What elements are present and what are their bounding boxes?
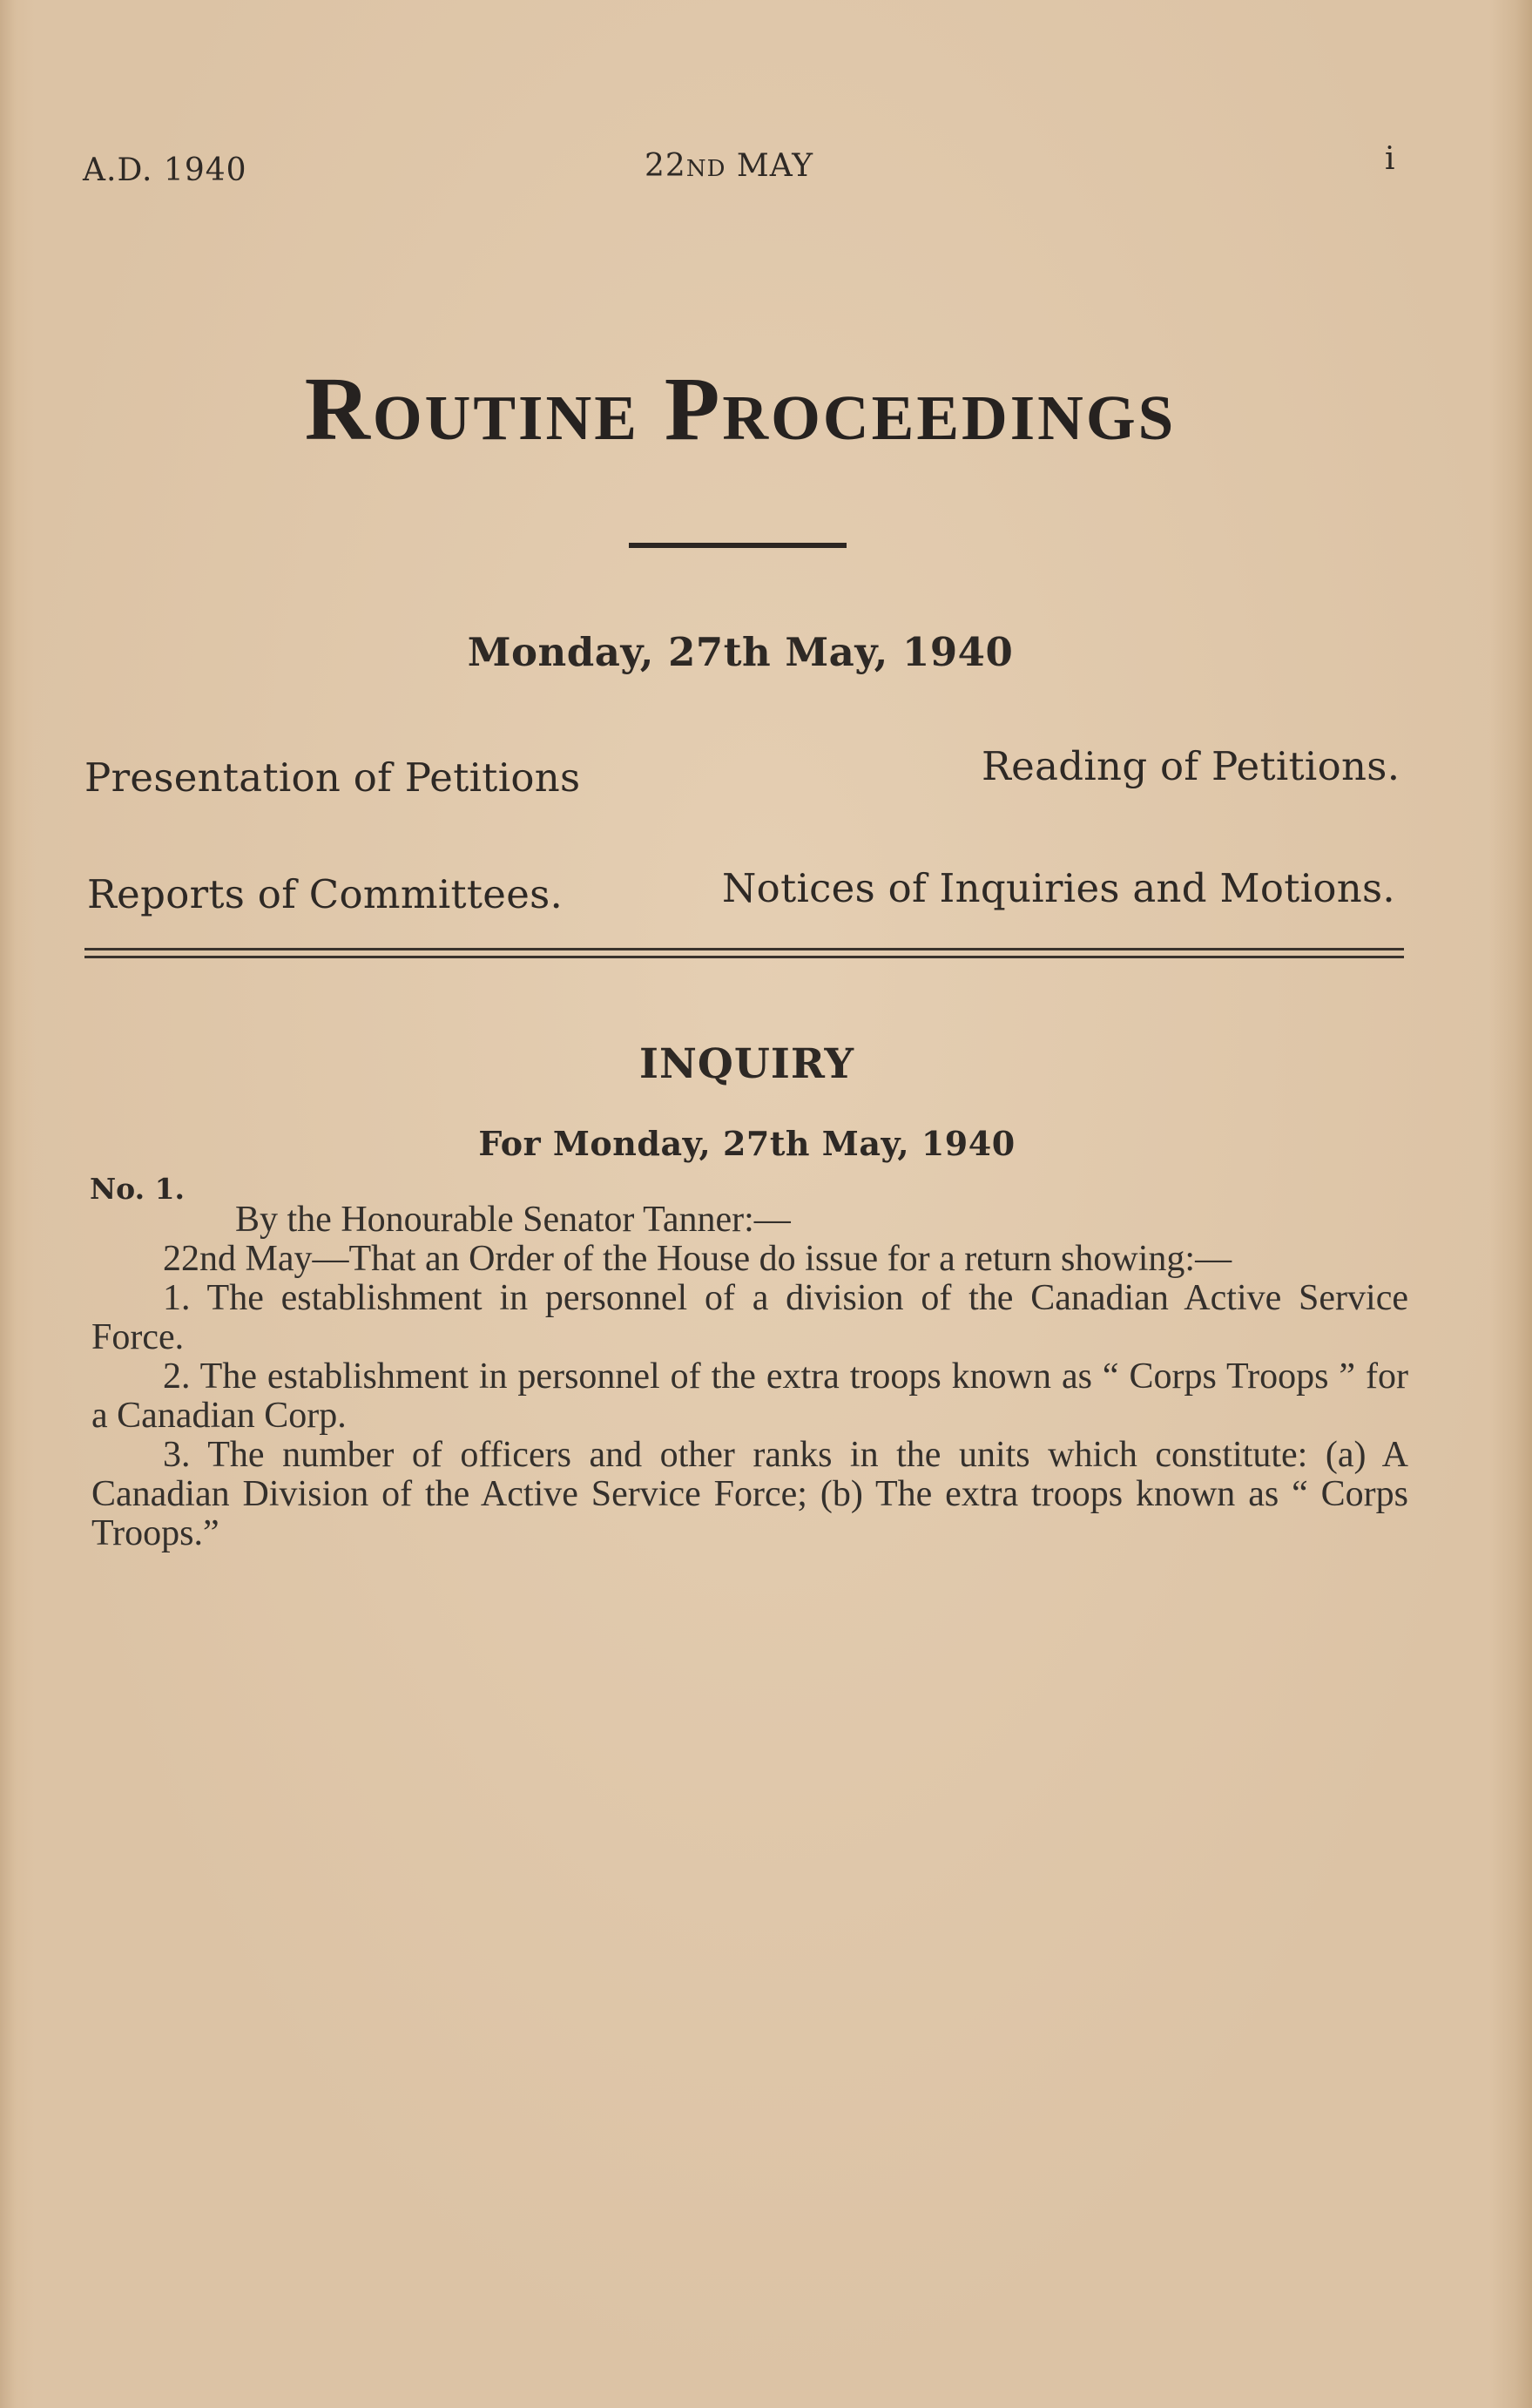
sitting-date: Monday, 27th May, 1940 [467, 629, 1014, 675]
inquiry-number: No. 1. [90, 1172, 186, 1206]
order-item-reports: Reports of Committees. [87, 871, 564, 917]
header-day-suffix: ND [685, 156, 726, 182]
header-date [645, 148, 813, 184]
order-item-presentation: Presentation of Petitions [84, 754, 581, 801]
inquiry-subheading: For Monday, 27th May, 1940 [478, 1124, 1016, 1163]
page-title: Routine Proceedings [304, 359, 1177, 459]
title-rule [629, 543, 847, 548]
section-divider [84, 948, 1404, 958]
inquiry-point-2: 2. The establishment in personnel of the extra troops known as “ Corps Troops ” for a Canadian Corp. [91, 1356, 1408, 1436]
inquiry-point-1: 1. The establishment in personnel of a division of the Canadian Active Service Force. [91, 1278, 1408, 1357]
inquiry-body [91, 1201, 1408, 1553]
header-day: 22 [645, 148, 686, 184]
order-item-notices: Notices of Inquiries and Motions. [722, 865, 1396, 911]
inquiry-motion: 22nd May—That an Order of the House do issue for a return showing:— [163, 1239, 1232, 1279]
inquiry-heading: INQUIRY [638, 1040, 855, 1088]
header-year: A.D. 1940 [83, 152, 247, 188]
inquiry-mover: By the Honourable Senator Tanner:— [235, 1200, 791, 1240]
inquiry-point-3: 3. The number of officers and other ranks in the units which constitute: (a) A Canadian Division of the Active Service Force; (b) The extra troops known as “ Corps Troops.” [91, 1435, 1408, 1553]
order-item-reading: Reading of Petitions. [982, 743, 1400, 789]
header-month: MAY [736, 148, 814, 184]
page-number: i [1385, 141, 1395, 177]
